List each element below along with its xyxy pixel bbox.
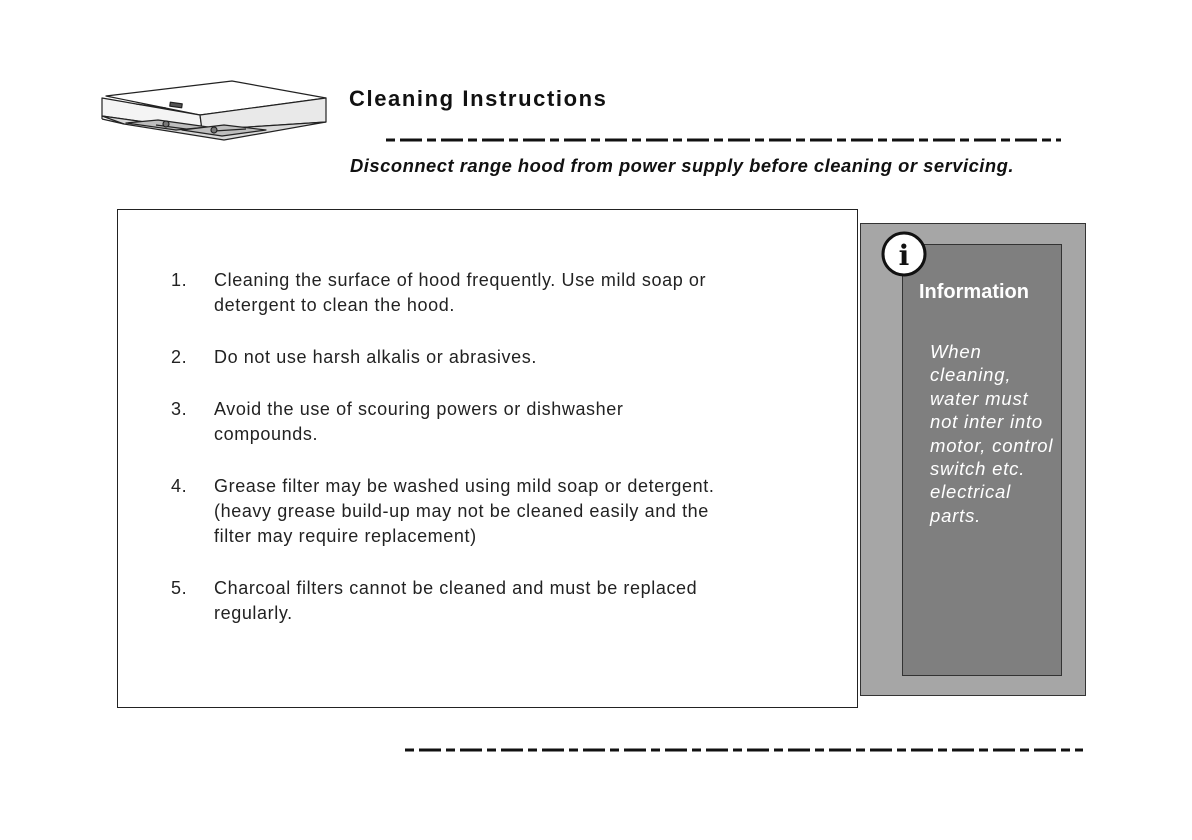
info-heading: Information: [919, 281, 1029, 303]
instruction-number: 5.: [171, 578, 188, 598]
instruction-item: [171, 397, 811, 447]
instruction-text: Cleaning the surface of hood frequently. Use mild soap or detergent to clean the hood.: [214, 270, 707, 315]
instruction-item: [171, 576, 811, 626]
instruction-number: 1.: [171, 270, 188, 290]
dashed-divider-bottom: [405, 745, 1083, 755]
info-icon-glyph: i: [898, 239, 910, 272]
instruction-number: 3.: [171, 399, 188, 419]
instruction-number: 2.: [171, 347, 188, 367]
instruction-text: Avoid the use of scouring powers or dishwasher compounds.: [214, 399, 624, 444]
instructions-box: [117, 209, 858, 708]
instruction-text: Charcoal filters cannot be cleaned and must be replaced regularly.: [214, 578, 698, 623]
page-title: Cleaning Instructions: [349, 86, 608, 111]
instruction-number: 4.: [171, 476, 188, 496]
info-icon: [880, 230, 928, 278]
instruction-item: [171, 268, 811, 318]
instruction-text: Grease filter may be washed using mild soap or detergent. (heavy grease build-up may not be cleaned easily and the filter may require replacement): [214, 476, 715, 546]
instruction-item: [171, 474, 811, 549]
safety-warning: Disconnect range hood from power supply before cleaning or servicing.: [350, 155, 1014, 176]
info-text: When cleaning, water must not inter into motor, control switch etc. electrical parts.: [930, 341, 1054, 526]
instruction-item: [171, 345, 811, 370]
instruction-text: Do not use harsh alkalis or abrasives.: [214, 347, 537, 367]
range-hood-illustration: [96, 78, 332, 150]
dashed-divider-top: [386, 135, 1061, 145]
